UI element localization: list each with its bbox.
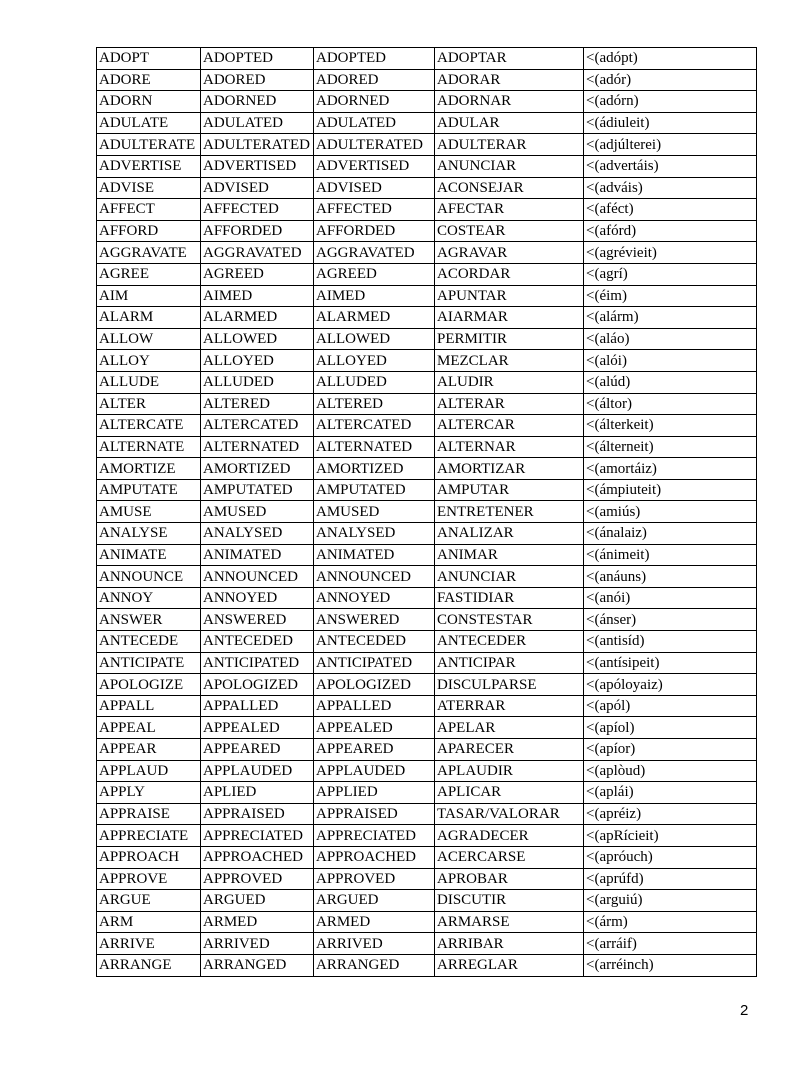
cell-past-simple: AMPUTATED	[201, 479, 314, 501]
cell-past-participle: AFFORDED	[314, 220, 435, 242]
cell-past-simple: ALLOWED	[201, 328, 314, 350]
cell-base-form: ADVISE	[97, 177, 201, 199]
table-row	[97, 587, 757, 609]
cell-pronunciation: <(apól)	[584, 695, 757, 717]
cell-spanish: ADORNAR	[435, 91, 584, 113]
cell-base-form: ADVERTISE	[97, 155, 201, 177]
table-row	[97, 91, 757, 113]
cell-spanish: AMPUTAR	[435, 479, 584, 501]
table-row	[97, 846, 757, 868]
cell-spanish: ALTERNAR	[435, 436, 584, 458]
cell-spanish: ACERCARSE	[435, 846, 584, 868]
cell-pronunciation: <(afórd)	[584, 220, 757, 242]
cell-past-simple: ALLOYED	[201, 350, 314, 372]
cell-base-form: AMORTIZE	[97, 458, 201, 480]
cell-pronunciation: <(agrí)	[584, 263, 757, 285]
table-row	[97, 760, 757, 782]
cell-pronunciation: <(anáuns)	[584, 566, 757, 588]
cell-spanish: ANUNCIAR	[435, 566, 584, 588]
cell-past-simple: AGGRAVATED	[201, 242, 314, 264]
cell-spanish: ANTECEDER	[435, 631, 584, 653]
cell-past-simple: ANNOYED	[201, 587, 314, 609]
table-row	[97, 415, 757, 437]
cell-base-form: ADULATE	[97, 112, 201, 134]
table-row	[97, 220, 757, 242]
table-row	[97, 631, 757, 653]
cell-past-participle: AMORTIZED	[314, 458, 435, 480]
cell-pronunciation: <(adópt)	[584, 48, 757, 70]
cell-past-participle: ALLOYED	[314, 350, 435, 372]
table-row	[97, 436, 757, 458]
cell-base-form: ANTICIPATE	[97, 652, 201, 674]
cell-spanish: AMORTIZAR	[435, 458, 584, 480]
cell-base-form: APPRAISE	[97, 803, 201, 825]
cell-pronunciation: <(apíor)	[584, 739, 757, 761]
cell-pronunciation: <(aféct)	[584, 199, 757, 221]
cell-pronunciation: <(apíol)	[584, 717, 757, 739]
cell-spanish: DISCULPARSE	[435, 674, 584, 696]
cell-past-participle: ADULATED	[314, 112, 435, 134]
table-row	[97, 803, 757, 825]
cell-base-form: AGREE	[97, 263, 201, 285]
cell-spanish: CONSTESTAR	[435, 609, 584, 631]
cell-past-participle: ALLUDED	[314, 371, 435, 393]
cell-past-participle: APOLOGIZED	[314, 674, 435, 696]
cell-past-participle: ANNOUNCED	[314, 566, 435, 588]
cell-past-simple: ARGUED	[201, 890, 314, 912]
cell-spanish: AIARMAR	[435, 307, 584, 329]
cell-past-participle: ADORNED	[314, 91, 435, 113]
cell-spanish: ANALIZAR	[435, 523, 584, 545]
cell-past-simple: ARMED	[201, 911, 314, 933]
table-row	[97, 501, 757, 523]
cell-pronunciation: <(apréiz)	[584, 803, 757, 825]
cell-past-simple: AGREED	[201, 263, 314, 285]
cell-past-simple: APPROACHED	[201, 846, 314, 868]
table-row	[97, 609, 757, 631]
cell-past-simple: ANTECEDED	[201, 631, 314, 653]
cell-spanish: ALTERCAR	[435, 415, 584, 437]
cell-spanish: COSTEAR	[435, 220, 584, 242]
cell-past-simple: APPEARED	[201, 739, 314, 761]
cell-spanish: APUNTAR	[435, 285, 584, 307]
cell-base-form: ALLOW	[97, 328, 201, 350]
cell-spanish: ENTRETENER	[435, 501, 584, 523]
cell-pronunciation: <(aplòud)	[584, 760, 757, 782]
cell-spanish: ANUNCIAR	[435, 155, 584, 177]
cell-base-form: AGGRAVATE	[97, 242, 201, 264]
cell-base-form: APOLOGIZE	[97, 674, 201, 696]
cell-past-participle: AFFECTED	[314, 199, 435, 221]
cell-past-simple: ADVISED	[201, 177, 314, 199]
cell-pronunciation: <(antisíd)	[584, 631, 757, 653]
cell-past-simple: ANNOUNCED	[201, 566, 314, 588]
table-row	[97, 825, 757, 847]
cell-past-simple: ALTERCATED	[201, 415, 314, 437]
table-row	[97, 112, 757, 134]
cell-base-form: AIM	[97, 285, 201, 307]
cell-past-simple: ARRIVED	[201, 933, 314, 955]
cell-base-form: APPLAUD	[97, 760, 201, 782]
table-row	[97, 69, 757, 91]
table-row	[97, 566, 757, 588]
cell-past-simple: AMUSED	[201, 501, 314, 523]
cell-past-participle: AGGRAVATED	[314, 242, 435, 264]
cell-pronunciation: <(agrévieit)	[584, 242, 757, 264]
cell-pronunciation: <(anói)	[584, 587, 757, 609]
table-row	[97, 890, 757, 912]
page-number: 2	[740, 1002, 749, 1019]
cell-pronunciation: <(ánalaiz)	[584, 523, 757, 545]
cell-past-simple: AIMED	[201, 285, 314, 307]
cell-past-simple: ANIMATED	[201, 544, 314, 566]
cell-base-form: APPROACH	[97, 846, 201, 868]
cell-pronunciation: <(adór)	[584, 69, 757, 91]
cell-base-form: APPLY	[97, 782, 201, 804]
table-row	[97, 717, 757, 739]
cell-pronunciation: <(arréinch)	[584, 954, 757, 976]
table-row	[97, 674, 757, 696]
cell-spanish: ANTICIPAR	[435, 652, 584, 674]
cell-past-participle: ANNOYED	[314, 587, 435, 609]
cell-spanish: ACONSEJAR	[435, 177, 584, 199]
cell-base-form: APPRECIATE	[97, 825, 201, 847]
cell-base-form: ALTER	[97, 393, 201, 415]
cell-pronunciation: <(apRícieit)	[584, 825, 757, 847]
cell-pronunciation: <(advertáis)	[584, 155, 757, 177]
table-row	[97, 263, 757, 285]
cell-spanish: PERMITIR	[435, 328, 584, 350]
cell-past-participle: ADORED	[314, 69, 435, 91]
cell-past-participle: APPLIED	[314, 782, 435, 804]
cell-past-participle: APPROACHED	[314, 846, 435, 868]
cell-spanish: ATERRAR	[435, 695, 584, 717]
cell-past-simple: APPLAUDED	[201, 760, 314, 782]
cell-spanish: ADULAR	[435, 112, 584, 134]
table-row	[97, 242, 757, 264]
cell-spanish: ACORDAR	[435, 263, 584, 285]
cell-past-participle: ARMED	[314, 911, 435, 933]
cell-spanish: APELAR	[435, 717, 584, 739]
cell-pronunciation: <(ánser)	[584, 609, 757, 631]
cell-base-form: ARRIVE	[97, 933, 201, 955]
cell-spanish: TASAR/VALORAR	[435, 803, 584, 825]
cell-past-participle: APPEARED	[314, 739, 435, 761]
cell-spanish: APROBAR	[435, 868, 584, 890]
cell-past-participle: APPLAUDED	[314, 760, 435, 782]
cell-pronunciation: <(alói)	[584, 350, 757, 372]
cell-base-form: AFFECT	[97, 199, 201, 221]
cell-past-simple: APPALLED	[201, 695, 314, 717]
cell-past-simple: APPEALED	[201, 717, 314, 739]
cell-past-simple: ADVERTISED	[201, 155, 314, 177]
table-row	[97, 199, 757, 221]
cell-past-simple: ADOPTED	[201, 48, 314, 70]
cell-past-simple: APOLOGIZED	[201, 674, 314, 696]
cell-past-participle: AMPUTATED	[314, 479, 435, 501]
cell-past-participle: ALTERCATED	[314, 415, 435, 437]
cell-spanish: AGRADECER	[435, 825, 584, 847]
cell-past-simple: ARRANGED	[201, 954, 314, 976]
cell-pronunciation: <(adváis)	[584, 177, 757, 199]
cell-base-form: ADORE	[97, 69, 201, 91]
cell-spanish: ARMARSE	[435, 911, 584, 933]
cell-past-simple: APPRECIATED	[201, 825, 314, 847]
cell-base-form: AMUSE	[97, 501, 201, 523]
cell-base-form: ANNOY	[97, 587, 201, 609]
cell-spanish: APARECER	[435, 739, 584, 761]
cell-pronunciation: <(éim)	[584, 285, 757, 307]
cell-spanish: ADOPTAR	[435, 48, 584, 70]
cell-past-participle: APPRAISED	[314, 803, 435, 825]
cell-base-form: ANNOUNCE	[97, 566, 201, 588]
cell-spanish: APLAUDIR	[435, 760, 584, 782]
cell-past-simple: ALLUDED	[201, 371, 314, 393]
verb-table-body	[97, 48, 757, 977]
cell-base-form: APPROVE	[97, 868, 201, 890]
table-row	[97, 911, 757, 933]
table-row	[97, 177, 757, 199]
cell-past-simple: ADORNED	[201, 91, 314, 113]
cell-pronunciation: <(apóloyaiz)	[584, 674, 757, 696]
cell-past-simple: APLIED	[201, 782, 314, 804]
cell-past-participle: ANIMATED	[314, 544, 435, 566]
cell-base-form: ANTECEDE	[97, 631, 201, 653]
cell-pronunciation: <(álterkeit)	[584, 415, 757, 437]
cell-spanish: AFECTAR	[435, 199, 584, 221]
cell-past-participle: ALARMED	[314, 307, 435, 329]
cell-past-simple: AFFORDED	[201, 220, 314, 242]
table-row	[97, 393, 757, 415]
cell-spanish: ARRIBAR	[435, 933, 584, 955]
cell-pronunciation: <(apróuch)	[584, 846, 757, 868]
cell-base-form: ALLOY	[97, 350, 201, 372]
cell-spanish: ANIMAR	[435, 544, 584, 566]
cell-spanish: ALUDIR	[435, 371, 584, 393]
cell-base-form: ALARM	[97, 307, 201, 329]
cell-past-participle: AGREED	[314, 263, 435, 285]
cell-base-form: APPEAR	[97, 739, 201, 761]
cell-past-simple: ALARMED	[201, 307, 314, 329]
table-row	[97, 285, 757, 307]
table-row	[97, 155, 757, 177]
cell-pronunciation: <(áltor)	[584, 393, 757, 415]
cell-past-participle: AMUSED	[314, 501, 435, 523]
cell-base-form: ALTERNATE	[97, 436, 201, 458]
cell-past-participle: ANTECEDED	[314, 631, 435, 653]
cell-spanish: APLICAR	[435, 782, 584, 804]
cell-spanish: DISCUTIR	[435, 890, 584, 912]
cell-spanish: MEZCLAR	[435, 350, 584, 372]
cell-base-form: APPALL	[97, 695, 201, 717]
table-row	[97, 307, 757, 329]
cell-pronunciation: <(alárm)	[584, 307, 757, 329]
cell-pronunciation: <(aprúfd)	[584, 868, 757, 890]
cell-base-form: ADULTERATE	[97, 134, 201, 156]
cell-past-participle: APPROVED	[314, 868, 435, 890]
table-row	[97, 458, 757, 480]
cell-past-participle: ARRANGED	[314, 954, 435, 976]
cell-pronunciation: <(ádiuleit)	[584, 112, 757, 134]
cell-pronunciation: <(adórn)	[584, 91, 757, 113]
cell-base-form: ANALYSE	[97, 523, 201, 545]
cell-past-participle: ANALYSED	[314, 523, 435, 545]
cell-pronunciation: <(amiús)	[584, 501, 757, 523]
table-row	[97, 868, 757, 890]
cell-past-participle: AIMED	[314, 285, 435, 307]
cell-past-simple: APPRAISED	[201, 803, 314, 825]
cell-past-simple: ANSWERED	[201, 609, 314, 631]
cell-past-participle: APPALLED	[314, 695, 435, 717]
table-row	[97, 523, 757, 545]
cell-pronunciation: <(amortáiz)	[584, 458, 757, 480]
table-row	[97, 328, 757, 350]
cell-pronunciation: <(ámpiuteit)	[584, 479, 757, 501]
cell-past-simple: ANALYSED	[201, 523, 314, 545]
cell-pronunciation: <(ánimeit)	[584, 544, 757, 566]
cell-base-form: AMPUTATE	[97, 479, 201, 501]
cell-spanish: AGRAVAR	[435, 242, 584, 264]
cell-past-simple: ALTERNATED	[201, 436, 314, 458]
cell-base-form: ANIMATE	[97, 544, 201, 566]
cell-pronunciation: <(arguiú)	[584, 890, 757, 912]
cell-past-participle: ANTICIPATED	[314, 652, 435, 674]
table-row	[97, 739, 757, 761]
cell-base-form: ARM	[97, 911, 201, 933]
cell-past-participle: ALTERNATED	[314, 436, 435, 458]
cell-spanish: ALTERAR	[435, 393, 584, 415]
cell-past-participle: ARRIVED	[314, 933, 435, 955]
cell-spanish: ADORAR	[435, 69, 584, 91]
cell-past-simple: ADULATED	[201, 112, 314, 134]
cell-spanish: ADULTERAR	[435, 134, 584, 156]
cell-base-form: ALTERCATE	[97, 415, 201, 437]
cell-past-simple: ADULTERATED	[201, 134, 314, 156]
cell-pronunciation: <(álterneit)	[584, 436, 757, 458]
cell-past-participle: ADVERTISED	[314, 155, 435, 177]
cell-pronunciation: <(antísipeit)	[584, 652, 757, 674]
table-row	[97, 933, 757, 955]
cell-past-participle: ADOPTED	[314, 48, 435, 70]
cell-pronunciation: <(adjúlterei)	[584, 134, 757, 156]
cell-base-form: APPEAL	[97, 717, 201, 739]
cell-past-simple: ADORED	[201, 69, 314, 91]
cell-past-participle: APPRECIATED	[314, 825, 435, 847]
cell-past-participle: ANSWERED	[314, 609, 435, 631]
cell-pronunciation: <(aplái)	[584, 782, 757, 804]
table-row	[97, 544, 757, 566]
cell-past-participle: ALTERED	[314, 393, 435, 415]
cell-past-participle: ADULTERATED	[314, 134, 435, 156]
table-row	[97, 652, 757, 674]
cell-base-form: AFFORD	[97, 220, 201, 242]
table-row	[97, 479, 757, 501]
cell-base-form: ADORN	[97, 91, 201, 113]
table-row	[97, 782, 757, 804]
cell-pronunciation: <(alúd)	[584, 371, 757, 393]
table-row	[97, 134, 757, 156]
table-row	[97, 48, 757, 70]
cell-pronunciation: <(arráif)	[584, 933, 757, 955]
cell-past-participle: ARGUED	[314, 890, 435, 912]
cell-past-participle: ADVISED	[314, 177, 435, 199]
cell-past-participle: ALLOWED	[314, 328, 435, 350]
cell-past-simple: ALTERED	[201, 393, 314, 415]
cell-past-simple: ANTICIPATED	[201, 652, 314, 674]
cell-past-simple: AFFECTED	[201, 199, 314, 221]
table-row	[97, 954, 757, 976]
table-row	[97, 371, 757, 393]
cell-base-form: ALLUDE	[97, 371, 201, 393]
cell-spanish: ARREGLAR	[435, 954, 584, 976]
verb-table	[96, 47, 757, 977]
cell-base-form: ANSWER	[97, 609, 201, 631]
cell-past-participle: APPEALED	[314, 717, 435, 739]
cell-past-simple: APPROVED	[201, 868, 314, 890]
cell-spanish: FASTIDIAR	[435, 587, 584, 609]
cell-pronunciation: <(árm)	[584, 911, 757, 933]
cell-pronunciation: <(aláo)	[584, 328, 757, 350]
table-row	[97, 350, 757, 372]
table-row	[97, 695, 757, 717]
cell-base-form: ARGUE	[97, 890, 201, 912]
cell-base-form: ARRANGE	[97, 954, 201, 976]
cell-base-form: ADOPT	[97, 48, 201, 70]
cell-past-simple: AMORTIZED	[201, 458, 314, 480]
